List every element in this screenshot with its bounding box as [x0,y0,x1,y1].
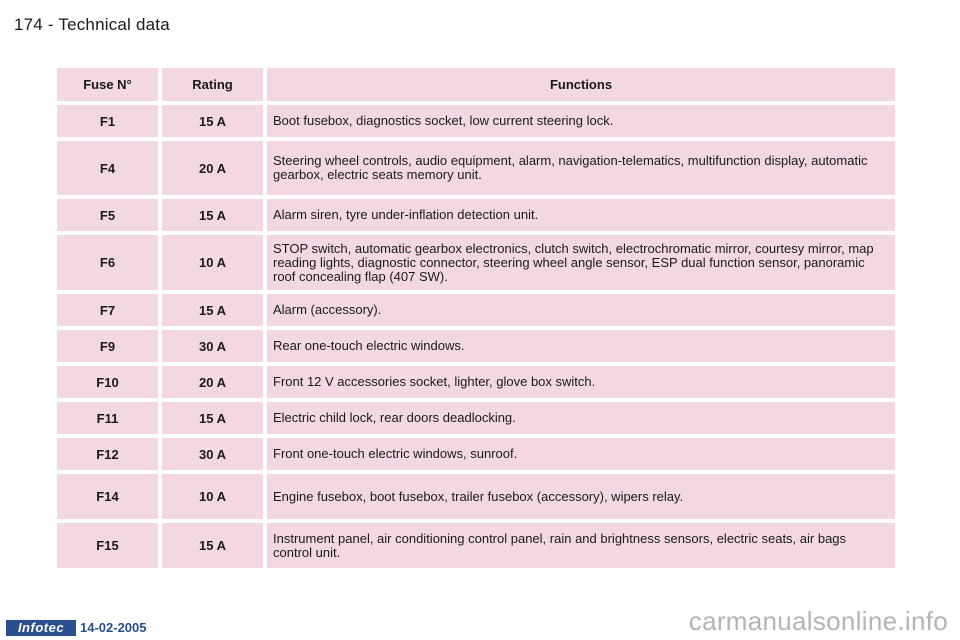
fuse-rating: 15 A [162,523,263,568]
fuse-number: F11 [57,402,158,434]
fuse-functions: Electric child lock, rear doors deadlocking. [267,402,895,434]
column-header-functions: Functions [267,68,895,101]
footer-date: 14-02-2005 [80,620,147,635]
table-row [57,235,895,290]
table-row [57,141,895,195]
table-row [57,330,895,362]
fuse-number: F1 [57,105,158,137]
fuse-table [53,64,899,572]
table-row [57,523,895,568]
fuse-functions: STOP switch, automatic gearbox electronics, clutch switch, electrochromatic mirror, courtesy mirror, map reading lights, diagnostic connector, steering wheel angle sensor, ESP dual function sensor, panoramic roof concealing flap (407 SW). [267,235,895,290]
fuse-functions: Boot fusebox, diagnostics socket, low current steering lock. [267,105,895,137]
fuse-number: F14 [57,474,158,519]
fuse-number: F4 [57,141,158,195]
fuse-rating: 20 A [162,141,263,195]
fuse-rating: 15 A [162,294,263,326]
table-header-row [57,68,895,101]
fuse-rating: 10 A [162,235,263,290]
fuse-rating: 15 A [162,199,263,231]
fuse-functions: Steering wheel controls, audio equipment, alarm, navigation-telematics, multifunction display, automatic gearbox, electric seats memory unit. [267,141,895,195]
fuse-functions: Alarm siren, tyre under-inflation detection unit. [267,199,895,231]
fuse-number: F10 [57,366,158,398]
fuse-number: F7 [57,294,158,326]
fuse-rating: 10 A [162,474,263,519]
table-row [57,199,895,231]
fuse-rating: 20 A [162,366,263,398]
fuse-functions: Rear one-touch electric windows. [267,330,895,362]
fuse-number: F9 [57,330,158,362]
table-row [57,438,895,470]
fuse-number: F5 [57,199,158,231]
page-title: 174 - Technical data [14,15,170,34]
table-row [57,366,895,398]
column-header-fuse: Fuse N° [57,68,158,101]
fuse-functions: Instrument panel, air conditioning control panel, rain and brightness sensors, electric seats, air bags control unit. [267,523,895,568]
infotec-logo: Infotec [6,620,76,636]
fuse-rating: 15 A [162,402,263,434]
fuse-functions: Engine fusebox, boot fusebox, trailer fusebox (accessory), wipers relay. [267,474,895,519]
fuse-functions: Front one-touch electric windows, sunroof. [267,438,895,470]
fuse-rating: 15 A [162,105,263,137]
fuse-functions: Alarm (accessory). [267,294,895,326]
fuse-number: F12 [57,438,158,470]
watermark: carmanualsonline.info [688,606,948,636]
fuse-rating: 30 A [162,438,263,470]
column-header-rating: Rating [162,68,263,101]
fuse-number: F15 [57,523,158,568]
table-row [57,294,895,326]
fuse-number: F6 [57,235,158,290]
fuse-rating: 30 A [162,330,263,362]
table-row [57,402,895,434]
table-row [57,474,895,519]
fuse-functions: Front 12 V accessories socket, lighter, glove box switch. [267,366,895,398]
table-row [57,105,895,137]
